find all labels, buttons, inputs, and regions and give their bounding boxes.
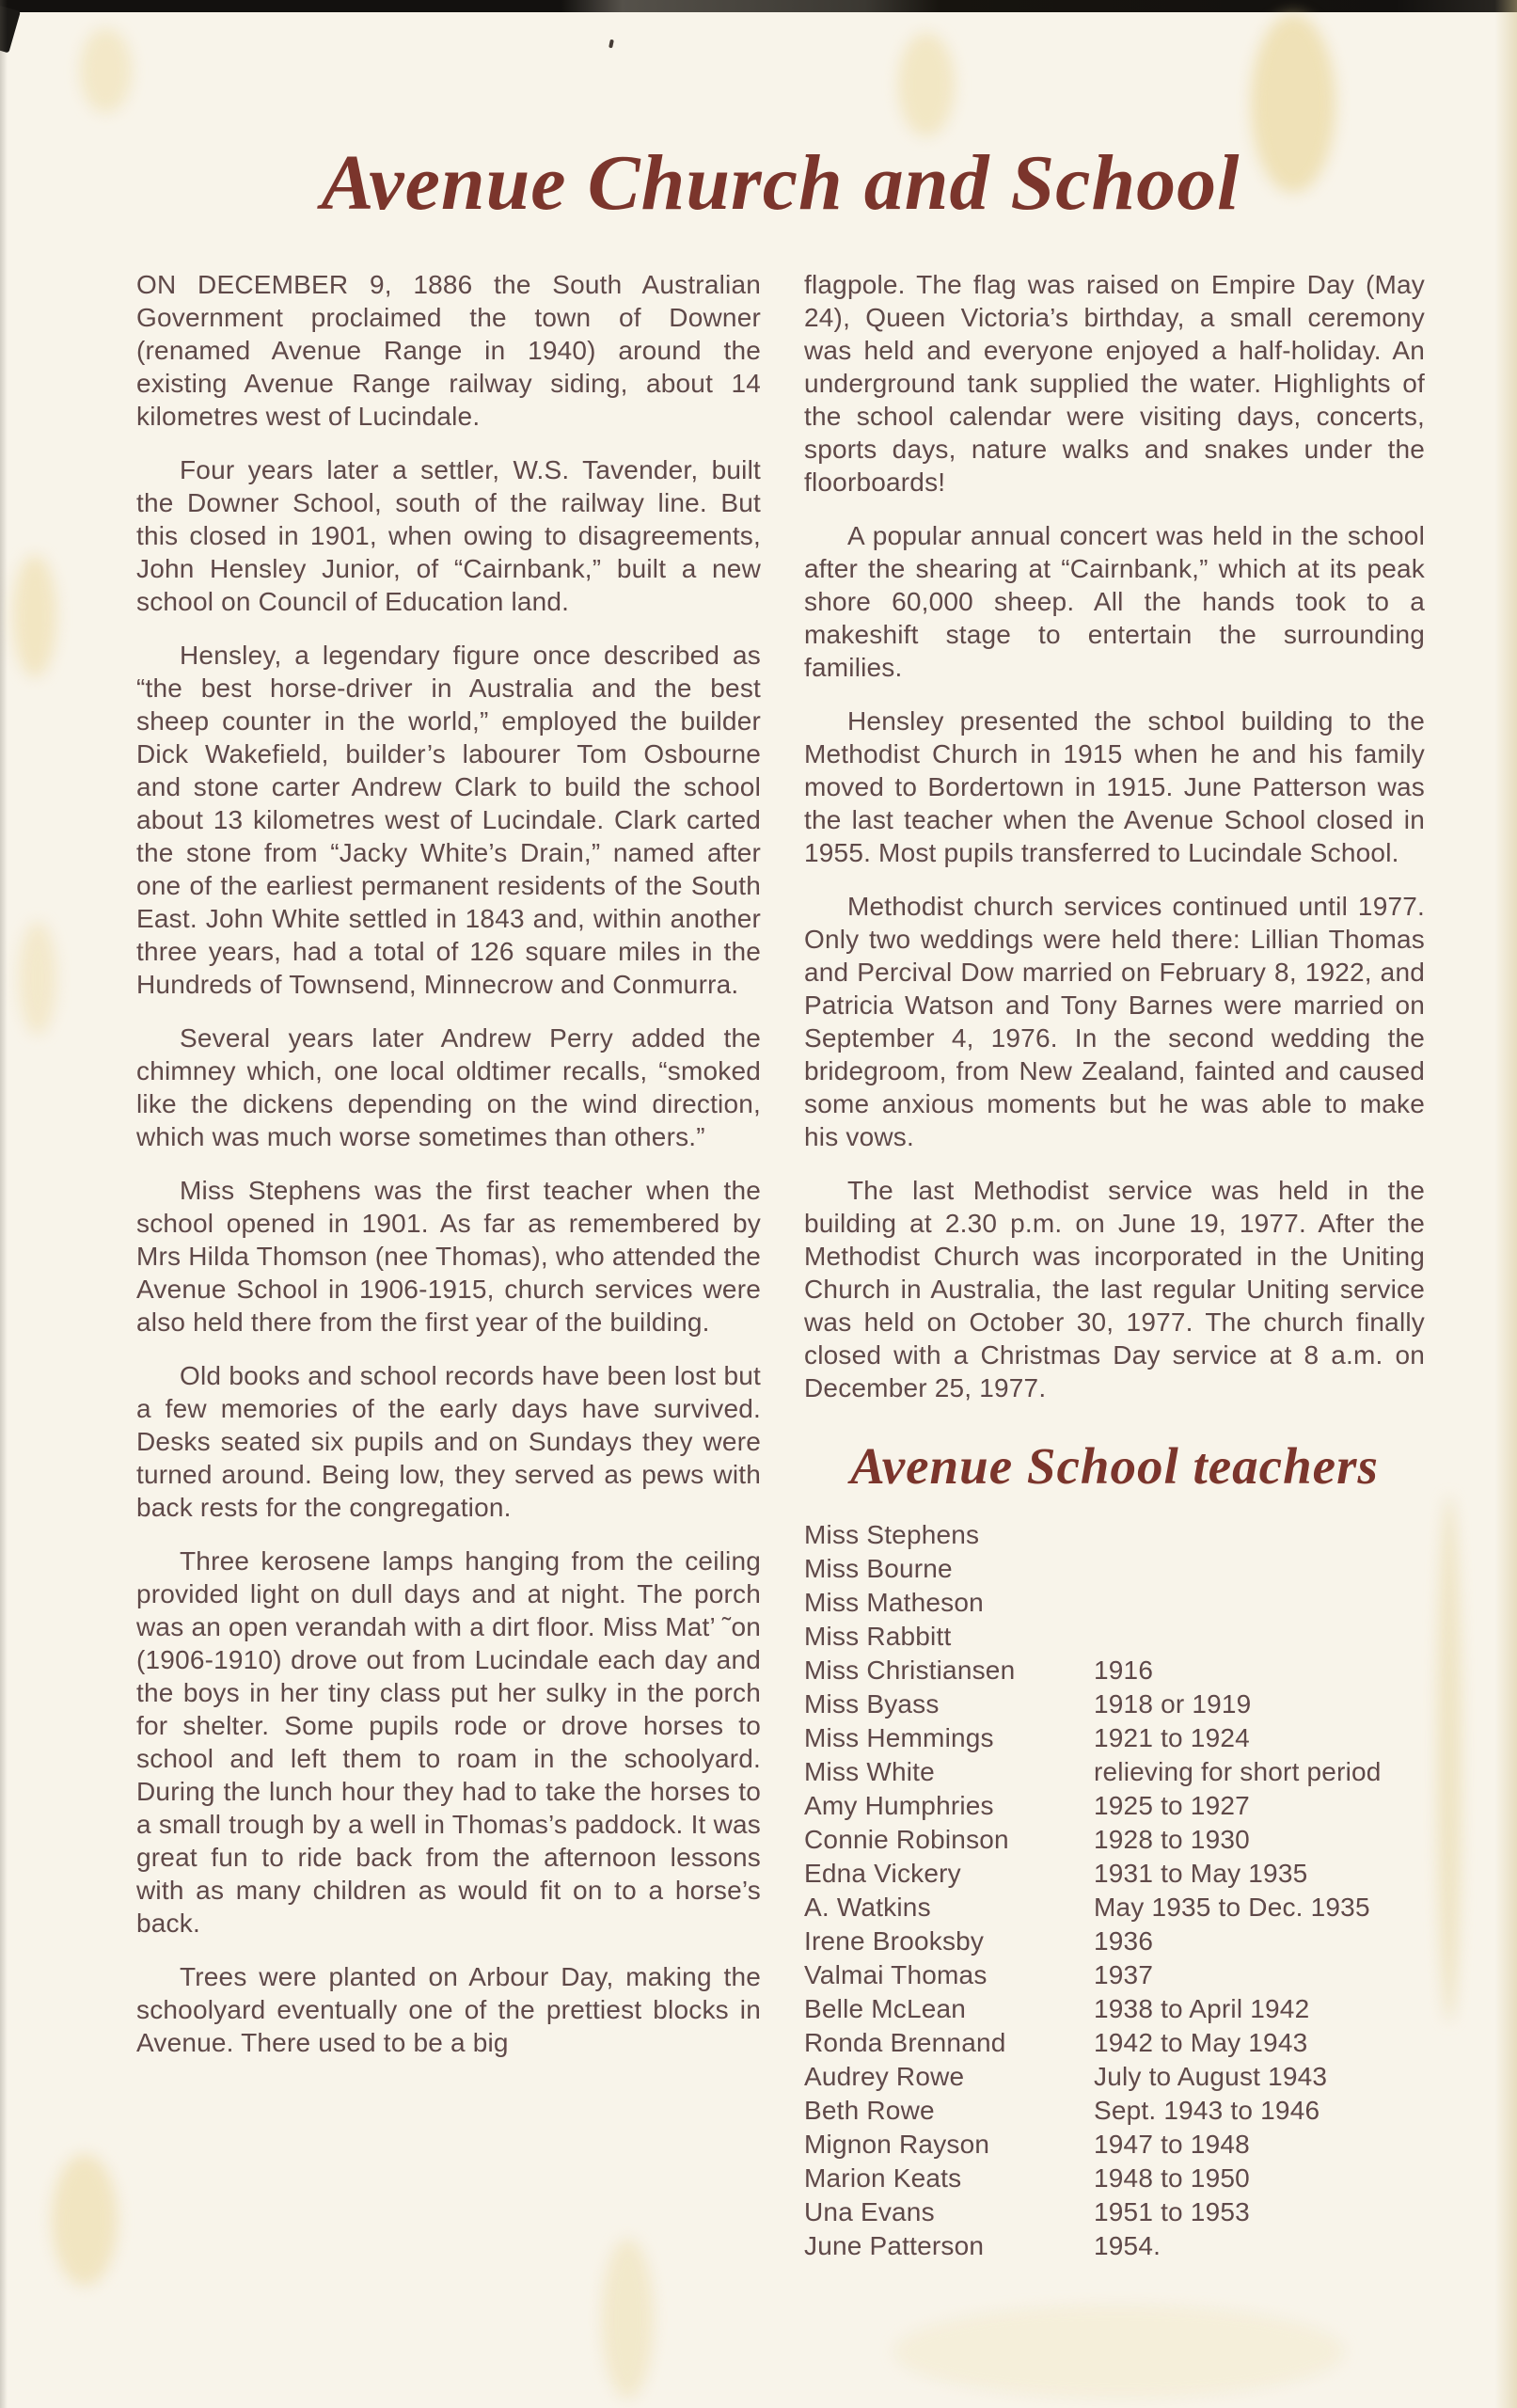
article-paragraph: Hensley presented the school building to the Methodist Church in 1915 when he and his family moved to Bordertown in 1915. June Patterson was the last teacher when the Avenue School closed in 1955. Most pupils transferred to Lucindale School. — [804, 705, 1425, 867]
paper-stain — [80, 28, 132, 113]
teacher-row — [804, 2128, 1425, 2162]
teacher-row — [804, 1552, 1425, 1586]
teacher-row — [804, 1721, 1425, 1755]
teacher-name: Audrey Rowe — [804, 2061, 965, 2091]
teacher-row — [804, 1620, 1425, 1654]
article-paragraph: Trees were planted on Arbour Day, making the schoolyard eventually one of the prettiest blocks in Avenue. There used to be a big — [136, 1961, 761, 2057]
article-paragraph: ON DECEMBER 9, 1886 the South Australian Government proclaimed the town of Downer (renamed Avenue Range in 1940) around the existing Avenue Range railway siding, about 14 kilometres west of Lucindale. — [136, 269, 761, 431]
teacher-name: Miss Matheson — [804, 1587, 984, 1617]
teacher-name: Valmai Thomas — [804, 1959, 988, 1989]
teacher-name: Miss Bourne — [804, 1553, 953, 1583]
teacher-years: 1918 or 1919 — [1094, 1688, 1252, 1719]
article-paragraph: A popular annual concert was held in the school after the shearing at “Cairnbank,” which at its peak shore 60,000 sheep. All the hands took to a makeshift stage to entertain the surrounding families. — [804, 520, 1425, 682]
teacher-name: June Patterson — [804, 2230, 985, 2260]
teacher-years: 1925 to 1927 — [1094, 1790, 1250, 1820]
left-column — [136, 268, 761, 2263]
teacher-name: Miss Byass — [804, 1688, 940, 1719]
teacher-years: 1937 — [1094, 1959, 1154, 1989]
article-paragraph: Three kerosene lamps hanging from the ceiling provided light on dull days and at night. The porch was an open verandah with a dirt floor. Miss Mat’ ˜on (1906-1910) drove out from Lucindale each day and the boys in her tiny class put her sulky in the porch for shelter. Some pupils rode or drove horses to school and left them to roam in the schoolyard. During the lunch hour they had to take the horses to a small trough by a well in Thomas’s paddock. It was great fun to ride back from the afternoon lessons with as many children as would fit on to a horse’s back. — [136, 1545, 761, 1938]
teacher-name: Miss Christiansen — [804, 1655, 1016, 1685]
teacher-name: Una Evans — [804, 2196, 935, 2226]
teacher-years — [1094, 1552, 1425, 1586]
teacher-name: Mignon Rayson — [804, 2129, 990, 2159]
teacher-row — [804, 1654, 1425, 1687]
teacher-row — [804, 1857, 1425, 1891]
teacher-years: 1921 to 1924 — [1094, 1722, 1250, 1752]
teacher-name: Miss White — [804, 1756, 935, 1786]
teacher-row — [804, 1891, 1425, 1925]
teacher-years: relieving for short period — [1094, 1756, 1382, 1786]
article-paragraph: Several years later Andrew Perry added the chimney which, one local oldtimer recalls, “smoked like the dickens depending on the wind direction, which was much worse sometimes than others.” — [136, 1022, 761, 1151]
teacher-row — [804, 2229, 1425, 2263]
article-paragraph: flagpole. The flag was raised on Empire Day (May 24), Queen Victoria’s birthday, a small ceremony was held and everyone enjoyed a half-holiday. An underground tank supplied the water. Highlights of the school calendar were visiting days, concerts, sports days, nature walks and snakes under the floorboards! — [804, 269, 1425, 497]
teacher-years — [1094, 1586, 1425, 1620]
article-columns — [0, 268, 1517, 2263]
teacher-name: Amy Humphries — [804, 1790, 994, 1820]
teacher-row — [804, 1823, 1425, 1857]
teacher-years: 1938 to April 1942 — [1094, 1993, 1310, 2023]
scan-edge-top — [0, 0, 1517, 12]
teacher-years: 1936 — [1094, 1925, 1154, 1956]
teacher-row — [804, 1958, 1425, 1992]
article-paragraph: Methodist church services continued until 1977. Only two weddings were held there: Lillian Thomas and Percival Dow married on February 8, 1922, and Patricia Watson and Tony Barnes were married on September 4, 1976. In the second wedding the bridegroom, from New Zealand, fainted and caused some anxious moments but he was able to make his vows. — [804, 891, 1425, 1151]
teacher-years: 1948 to 1950 — [1094, 2162, 1250, 2193]
article-paragraph: The last Methodist service was held in the building at 2.30 p.m. on June 19, 1977. After the Methodist Church was incorporated in the Uniting Church in Australia, the last regular Uniting service was held on October 30, 1977. The church finally closed with a Christmas Day service at 8 a.m. on December 25, 1977. — [804, 1175, 1425, 1402]
teacher-years: Sept. 1943 to 1946 — [1094, 2095, 1320, 2125]
teacher-name: Miss Hemmings — [804, 1722, 994, 1752]
teacher-years: 1916 — [1094, 1655, 1154, 1685]
teacher-years: 1928 to 1930 — [1094, 1824, 1250, 1854]
teacher-row — [804, 1518, 1425, 1552]
teacher-years: 1947 to 1948 — [1094, 2129, 1250, 2159]
teacher-name: Miss Stephens — [804, 1519, 980, 1549]
teacher-row — [804, 2162, 1425, 2195]
teacher-years: 1942 to May 1943 — [1094, 2027, 1308, 2057]
teacher-name: Belle McLean — [804, 1993, 967, 2023]
article-paragraph: Four years later a settler, W.S. Tavender, built the Downer School, south of the railway line. But this closed in 1901, when owing to disagreements, John Hensley Junior, of “Cairnbank,” built a new school on Council of Education land. — [136, 454, 761, 616]
teacher-name: Ronda Brennand — [804, 2027, 1006, 2057]
teacher-name: Connie Robinson — [804, 1824, 1009, 1854]
teacher-years: May 1935 to Dec. 1935 — [1094, 1892, 1370, 1922]
teacher-years: July to August 1943 — [1094, 2061, 1328, 2091]
teacher-row — [804, 2195, 1425, 2229]
right-column-paragraphs — [804, 268, 1425, 1404]
teacher-years — [1094, 1620, 1425, 1654]
teacher-years: 1931 to May 1935 — [1094, 1858, 1308, 1888]
teacher-years: 1954. — [1094, 2230, 1161, 2260]
teachers-list — [804, 1518, 1425, 2263]
teacher-name: Marion Keats — [804, 2162, 962, 2193]
teacher-row — [804, 1586, 1425, 1620]
teacher-row — [804, 1755, 1425, 1789]
ink-speck — [608, 40, 614, 49]
teacher-row — [804, 1992, 1425, 2026]
paper-stain — [898, 33, 955, 136]
teacher-row — [804, 1925, 1425, 1958]
teacher-row — [804, 1789, 1425, 1823]
article-paragraph: Miss Stephens was the first teacher when the school opened in 1901. As far as remembered by Mrs Hilda Thomson (nee Thomas), who attended the Avenue School in 1906-1915, church services were also held there from the first year of the building. — [136, 1175, 761, 1337]
teacher-row — [804, 1687, 1425, 1721]
teachers-heading: Avenue School teachers — [850, 1436, 1379, 1495]
page-title: Avenue Church and School — [321, 139, 1240, 227]
teacher-name: Edna Vickery — [804, 1858, 961, 1888]
teacher-name: Beth Rowe — [804, 2095, 935, 2125]
right-column — [804, 268, 1425, 2263]
teacher-years: 1951 to 1953 — [1094, 2196, 1250, 2226]
article-paragraph: Hensley, a legendary figure once described as “the best horse-driver in Australia and the best sheep counter in the world,” employed the builder Dick Wakefield, builder’s labourer Tom Osbourne and stone carter Andrew Clark to build the school about 13 kilometres west of Lucindale. Clark carted the stone from “Jacky White’s Drain,” named after one of the earliest permanent residents of the South East. John White settled in 1843 and, within another three years, had a total of 126 square miles in the Hundreds of Townsend, Minnecrow and Conmurra. — [136, 640, 761, 999]
paper-stain — [893, 2305, 1345, 2399]
teacher-name: Irene Brooksby — [804, 1925, 985, 1956]
teacher-row — [804, 2060, 1425, 2094]
teacher-row — [804, 2026, 1425, 2060]
article-paragraph: Old books and school records have been lost but a few memories of the early days have survived. Desks seated six pupils and on Sundays they were turned around. Being low, they served as pews with back rests for the congregation. — [136, 1360, 761, 1522]
teacher-row — [804, 2094, 1425, 2128]
teacher-years — [1094, 1518, 1425, 1552]
teacher-name: Miss Rabbitt — [804, 1621, 952, 1651]
teacher-name: A. Watkins — [804, 1892, 931, 1922]
